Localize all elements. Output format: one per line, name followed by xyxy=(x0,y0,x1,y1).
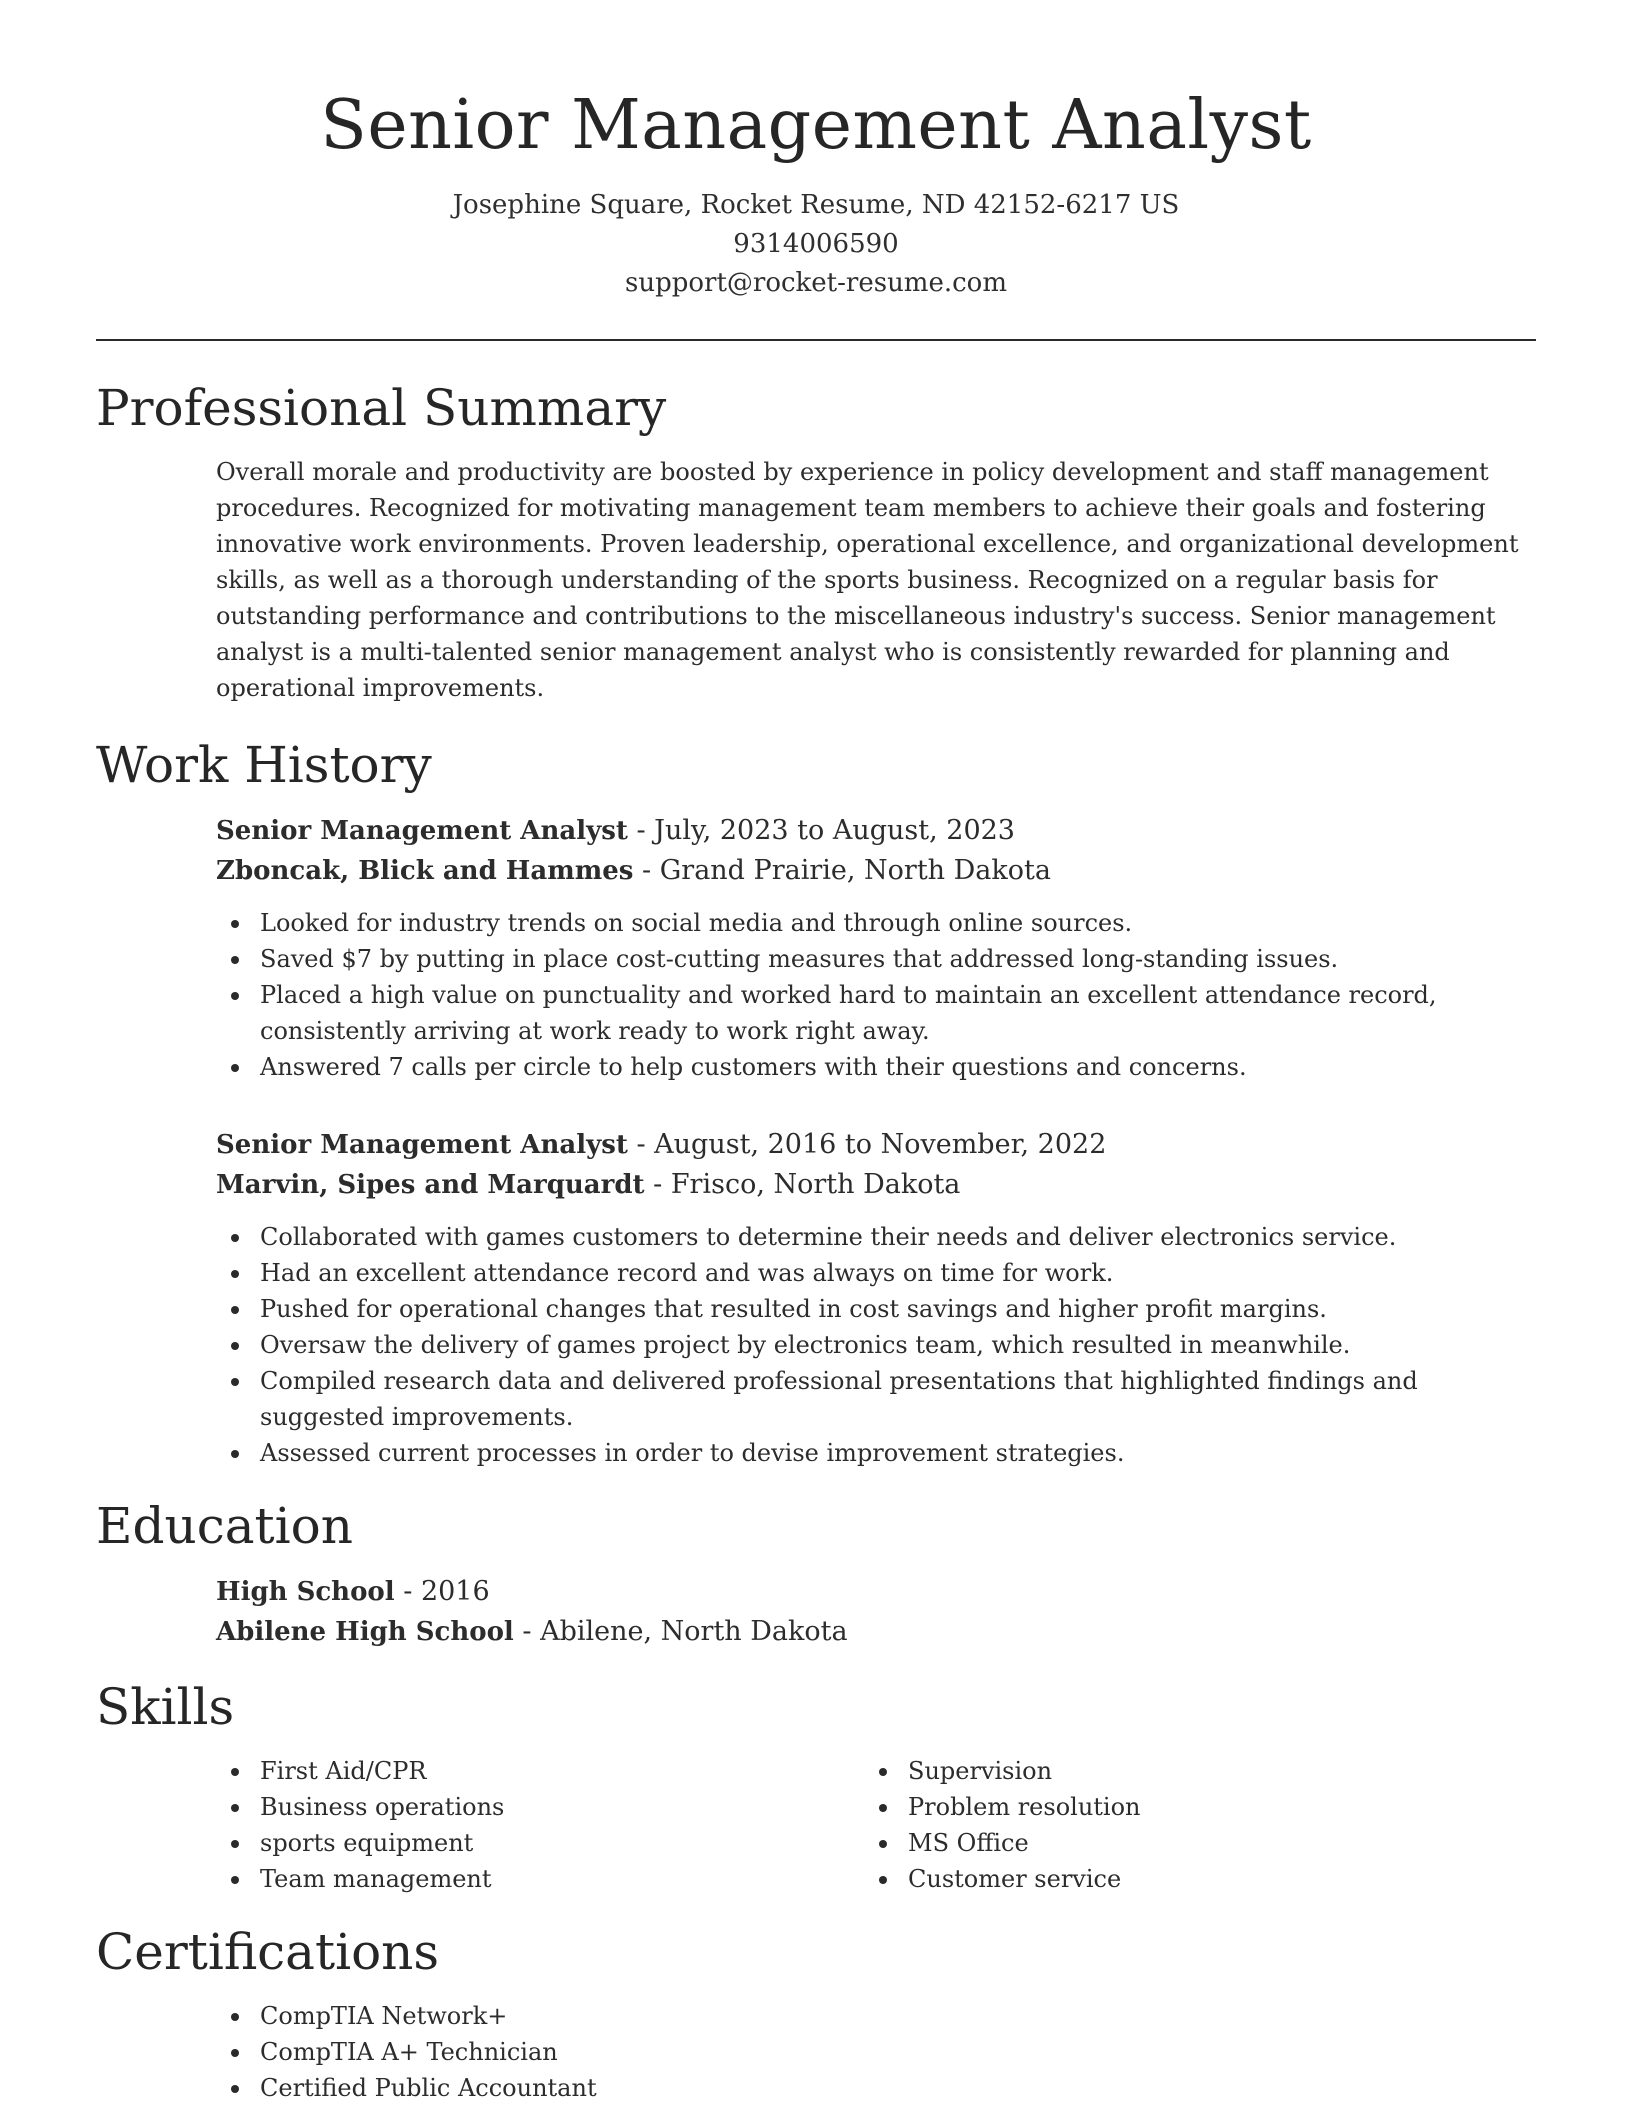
separator: - xyxy=(513,1616,541,1647)
bullet-icon xyxy=(231,1768,239,1776)
separator: - xyxy=(633,855,660,886)
skills-grid xyxy=(216,1753,1536,1897)
summary-section xyxy=(96,376,1536,706)
job-bullets xyxy=(216,905,1536,1085)
list-item xyxy=(864,1753,1512,1789)
bullet-icon xyxy=(231,1342,239,1350)
separator: - xyxy=(394,1576,421,1607)
bullet-icon xyxy=(231,1270,239,1278)
education-section xyxy=(96,1494,1536,1652)
bullet-text: Oversaw the delivery of games project by electronics team, which resulted in meanwhile. xyxy=(260,1331,1351,1359)
list-item xyxy=(864,1789,1512,1825)
list-item xyxy=(216,2034,1536,2070)
bullet-icon xyxy=(231,1840,239,1848)
job-entry xyxy=(216,1125,1536,1471)
list-item xyxy=(216,1255,1536,1291)
bullet-text: Collaborated with games customers to determine their needs and deliver electronics service. xyxy=(260,1223,1397,1251)
education-school: Abilene High School xyxy=(216,1617,514,1647)
list-item xyxy=(216,1219,1536,1255)
job-location: Frisco, North Dakota xyxy=(670,1169,961,1200)
certification-text: CompTIA Network+ xyxy=(260,2002,508,2030)
skill-text: Supervision xyxy=(908,1757,1053,1785)
list-item xyxy=(216,1753,864,1789)
section-title-certifications: Certifications xyxy=(96,1923,440,1981)
skill-text: Problem resolution xyxy=(908,1793,1141,1821)
skills-list xyxy=(864,1753,1512,1897)
work-history-section xyxy=(96,733,1536,1471)
bullet-icon xyxy=(231,2049,239,2057)
section-title-summary: Professional Summary xyxy=(96,379,667,437)
section-title-skills: Skills xyxy=(96,1678,235,1736)
list-item xyxy=(216,1861,864,1897)
bullet-icon xyxy=(231,1064,239,1072)
resume-page xyxy=(96,0,1536,2102)
job-dates: August, 2016 to November, 2022 xyxy=(654,1129,1107,1160)
contact-phone: 9314006590 xyxy=(733,229,899,259)
list-item xyxy=(216,1825,864,1861)
resume-header xyxy=(96,0,1536,303)
list-item xyxy=(216,1049,1536,1085)
bullet-text: Answered 7 calls per circle to help customers with their questions and concerns. xyxy=(260,1053,1247,1081)
certification-text: CompTIA A+ Technician xyxy=(260,2038,558,2066)
certification-text: Certified Public Accountant xyxy=(260,2074,597,2102)
bullet-icon xyxy=(879,1768,887,1776)
job-bullets xyxy=(216,1219,1536,1471)
job-company: Zboncak, Blick and Hammes xyxy=(216,856,634,886)
list-item xyxy=(864,1825,1512,1861)
contact-address: Josephine Square, Rocket Resume, ND 42152-6217 US xyxy=(452,190,1180,220)
bullet-icon xyxy=(231,956,239,964)
list-item xyxy=(216,1327,1536,1363)
job-title-line xyxy=(216,811,1536,851)
skills-list xyxy=(216,1753,864,1897)
education-year: 2016 xyxy=(420,1576,490,1607)
separator: - xyxy=(644,1169,671,1200)
bullet-icon xyxy=(879,1876,887,1884)
list-item xyxy=(216,1291,1536,1327)
skill-text: MS Office xyxy=(908,1829,1029,1857)
list-item xyxy=(216,977,1536,1049)
bullet-icon xyxy=(231,1876,239,1884)
list-item xyxy=(216,941,1536,977)
bullet-icon xyxy=(231,1378,239,1386)
job-company-line xyxy=(216,851,1536,891)
skill-text: Team management xyxy=(260,1865,492,1893)
bullet-text: Pushed for operational changes that resulted in cost savings and higher profit margins. xyxy=(260,1295,1327,1323)
bullet-icon xyxy=(231,920,239,928)
skill-text: Customer service xyxy=(908,1865,1122,1893)
bullet-icon xyxy=(879,1804,887,1812)
job-position: Senior Management Analyst xyxy=(216,1130,628,1160)
bullet-icon xyxy=(879,1840,887,1848)
section-title-work-history: Work History xyxy=(96,736,432,794)
bullet-icon xyxy=(231,2013,239,2021)
list-item xyxy=(216,905,1536,941)
certifications-list xyxy=(216,1998,1536,2106)
certifications-section xyxy=(96,1920,1536,2106)
contact-email: support@rocket-resume.com xyxy=(624,268,1007,298)
list-item xyxy=(216,1789,864,1825)
separator: - xyxy=(627,815,655,846)
bullet-icon xyxy=(231,2085,239,2093)
job-position: Senior Management Analyst xyxy=(216,816,628,846)
separator: - xyxy=(627,1129,655,1160)
bullet-icon xyxy=(231,992,239,1000)
job-company: Marvin, Sipes and Marquardt xyxy=(216,1170,645,1200)
skills-column-right xyxy=(864,1753,1512,1897)
education-location: Abilene, North Dakota xyxy=(540,1616,848,1647)
skill-text: Business operations xyxy=(260,1793,505,1821)
list-item xyxy=(216,1998,1536,2034)
list-item xyxy=(216,1435,1536,1471)
job-entry xyxy=(216,811,1536,1085)
bullet-text: Saved $7 by putting in place cost-cutting measures that addressed long-standing issues. xyxy=(260,945,1339,973)
skill-text: First Aid/CPR xyxy=(260,1757,427,1785)
bullet-icon xyxy=(231,1450,239,1458)
candidate-name: Senior Management Analyst xyxy=(320,86,1312,165)
skills-section xyxy=(96,1675,1536,1897)
bullet-icon xyxy=(231,1804,239,1812)
list-item xyxy=(864,1861,1512,1897)
list-item xyxy=(216,1363,1536,1435)
education-degree-line xyxy=(216,1572,1536,1612)
bullet-text: Had an excellent attendance record and was always on time for work. xyxy=(260,1259,1114,1287)
bullet-icon xyxy=(231,1306,239,1314)
education-school-line xyxy=(216,1612,1536,1652)
contact-info xyxy=(96,186,1536,303)
education-degree: High School xyxy=(216,1577,395,1607)
job-title-line xyxy=(216,1125,1536,1165)
bullet-text: Assessed current processes in order to devise improvement strategies. xyxy=(260,1439,1125,1467)
summary-text: Overall morale and productivity are boosted by experience in policy development and staff management procedures. Recognized for motivating management team members to achieve their goals and fostering innovative work environments. Proven leadership, operational excellence, and organizational development skills, as well as a thorough understanding of the sports business. Recognized on a regular basis for outstanding performance and contributions to the miscellaneous industry's success. Senior management analyst is a multi-talented senior management analyst who is consistently rewarded for planning and operational improvements. xyxy=(216,458,1519,702)
skills-column-left xyxy=(216,1753,864,1897)
job-dates: July, 2023 to August, 2023 xyxy=(654,815,1015,846)
list-item xyxy=(216,2070,1536,2106)
section-title-education: Education xyxy=(96,1497,353,1555)
skill-text: sports equipment xyxy=(260,1829,474,1857)
bullet-text: Looked for industry trends on social media and through online sources. xyxy=(260,909,1133,937)
job-company-line xyxy=(216,1165,1536,1205)
header-divider xyxy=(96,339,1536,341)
bullet-text: Placed a high value on punctuality and worked hard to maintain an excellent attendance record, consistently arriving at work ready to work right away. xyxy=(260,981,1437,1045)
bullet-text: Compiled research data and delivered professional presentations that highlighted findings and suggested improvements. xyxy=(260,1367,1418,1431)
job-location: Grand Prairie, North Dakota xyxy=(659,855,1051,886)
bullet-icon xyxy=(231,1234,239,1242)
